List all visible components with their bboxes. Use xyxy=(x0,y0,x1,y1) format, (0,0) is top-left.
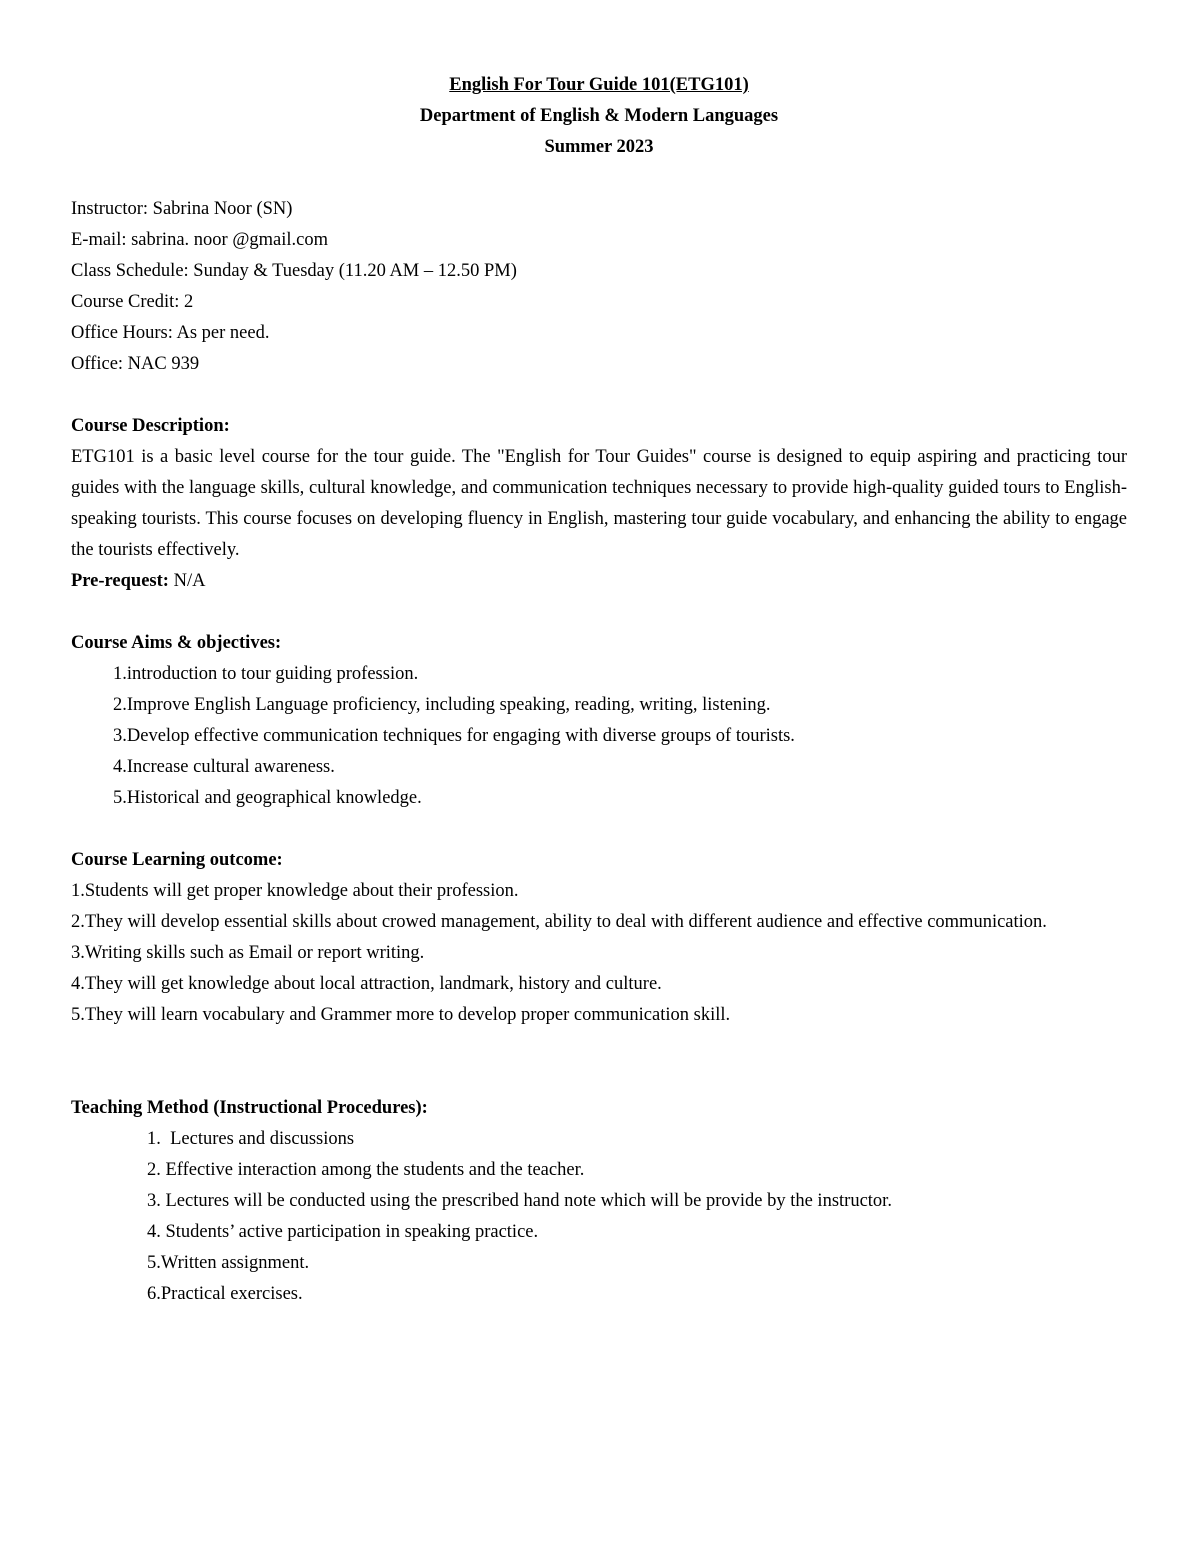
list-item: 5.Historical and geographical knowledge. xyxy=(113,788,422,808)
section-heading: Course Description: xyxy=(71,416,230,436)
prerequisite-label: Pre-request: xyxy=(71,571,169,591)
spacer xyxy=(71,1031,1127,1062)
spacer xyxy=(71,163,1127,194)
description-paragraph: ETG101 is a basic level course for the tour guide. The "English for Tour Guides" course is designed to equip aspiring and practicing tour guides with the language skills, cultural knowledge, and communication techniques necessary to provide high-quality guided tours to English-speaking tourists. This course focuses on developing fluency in English, mastering tour guide vocabulary, and enhancing the ability to engage the tourists effectively. xyxy=(71,447,1127,560)
list-item: 5.They will learn vocabulary and Grammer more to develop proper communication skill. xyxy=(71,1005,731,1025)
section-heading: Course Aims & objectives: xyxy=(71,633,282,653)
list-item: 1.introduction to tour guiding profession. xyxy=(113,664,419,684)
list-item: 2. Effective interaction among the students and the teacher. xyxy=(147,1160,585,1180)
spacer xyxy=(71,380,1127,411)
list-item: 4.They will get knowledge about local attraction, landmark, history and culture. xyxy=(71,974,662,994)
department-name: Department of English & Modern Languages xyxy=(419,106,779,126)
section-heading: Teaching Method (Instructional Procedures): xyxy=(71,1098,428,1118)
list-item: 1.Students will get proper knowledge about their profession. xyxy=(71,881,519,901)
course-aims-section xyxy=(71,628,1127,814)
email-line: E-mail: sabrina. noor @gmail.com xyxy=(71,230,328,250)
list-item: 5.Written assignment. xyxy=(147,1253,310,1273)
list-item: 3.Develop effective communication techniques for engaging with diverse groups of tourists. xyxy=(113,726,795,746)
course-info xyxy=(71,194,1127,380)
list-item: 4. Students’ active participation in speaking practice. xyxy=(147,1222,539,1242)
spacer xyxy=(71,814,1127,845)
document-page xyxy=(71,70,1127,1310)
section-heading: Course Learning outcome: xyxy=(71,850,283,870)
prerequisite-line xyxy=(71,566,1127,597)
list-item: 1. Lectures and discussions xyxy=(147,1129,355,1149)
course-description-section xyxy=(71,411,1127,597)
spacer xyxy=(71,1062,1127,1093)
list-item: 3.Writing skills such as Email or report writing. xyxy=(71,943,425,963)
schedule-line: Class Schedule: Sunday & Tuesday (11.20 AM – 12.50 PM) xyxy=(71,261,517,281)
list-item: 2.They will develop essential skills about crowed management, ability to deal with different audience and effective communication. xyxy=(71,912,1047,932)
list-item: 2.Improve English Language proficiency, including speaking, reading, writing, listening. xyxy=(113,695,771,715)
spacer xyxy=(71,597,1127,628)
credit-line: Course Credit: 2 xyxy=(71,292,194,312)
course-title: English For Tour Guide 101(ETG101) xyxy=(449,75,749,95)
list-item: 4.Increase cultural awareness. xyxy=(113,757,335,777)
teaching-method-section xyxy=(71,1093,1127,1310)
list-item: 3. Lectures will be conducted using the prescribed hand note which will be provide by the instructor. xyxy=(147,1191,892,1211)
term: Summer 2023 xyxy=(544,137,654,157)
learning-outcome-section xyxy=(71,845,1127,1031)
office-hours-line: Office Hours: As per need. xyxy=(71,323,270,343)
office-line: Office: NAC 939 xyxy=(71,354,200,374)
prerequisite-value: N/A xyxy=(168,571,206,591)
instructor-line: Instructor: Sabrina Noor (SN) xyxy=(71,199,293,219)
list-item: 6.Practical exercises. xyxy=(147,1284,303,1304)
